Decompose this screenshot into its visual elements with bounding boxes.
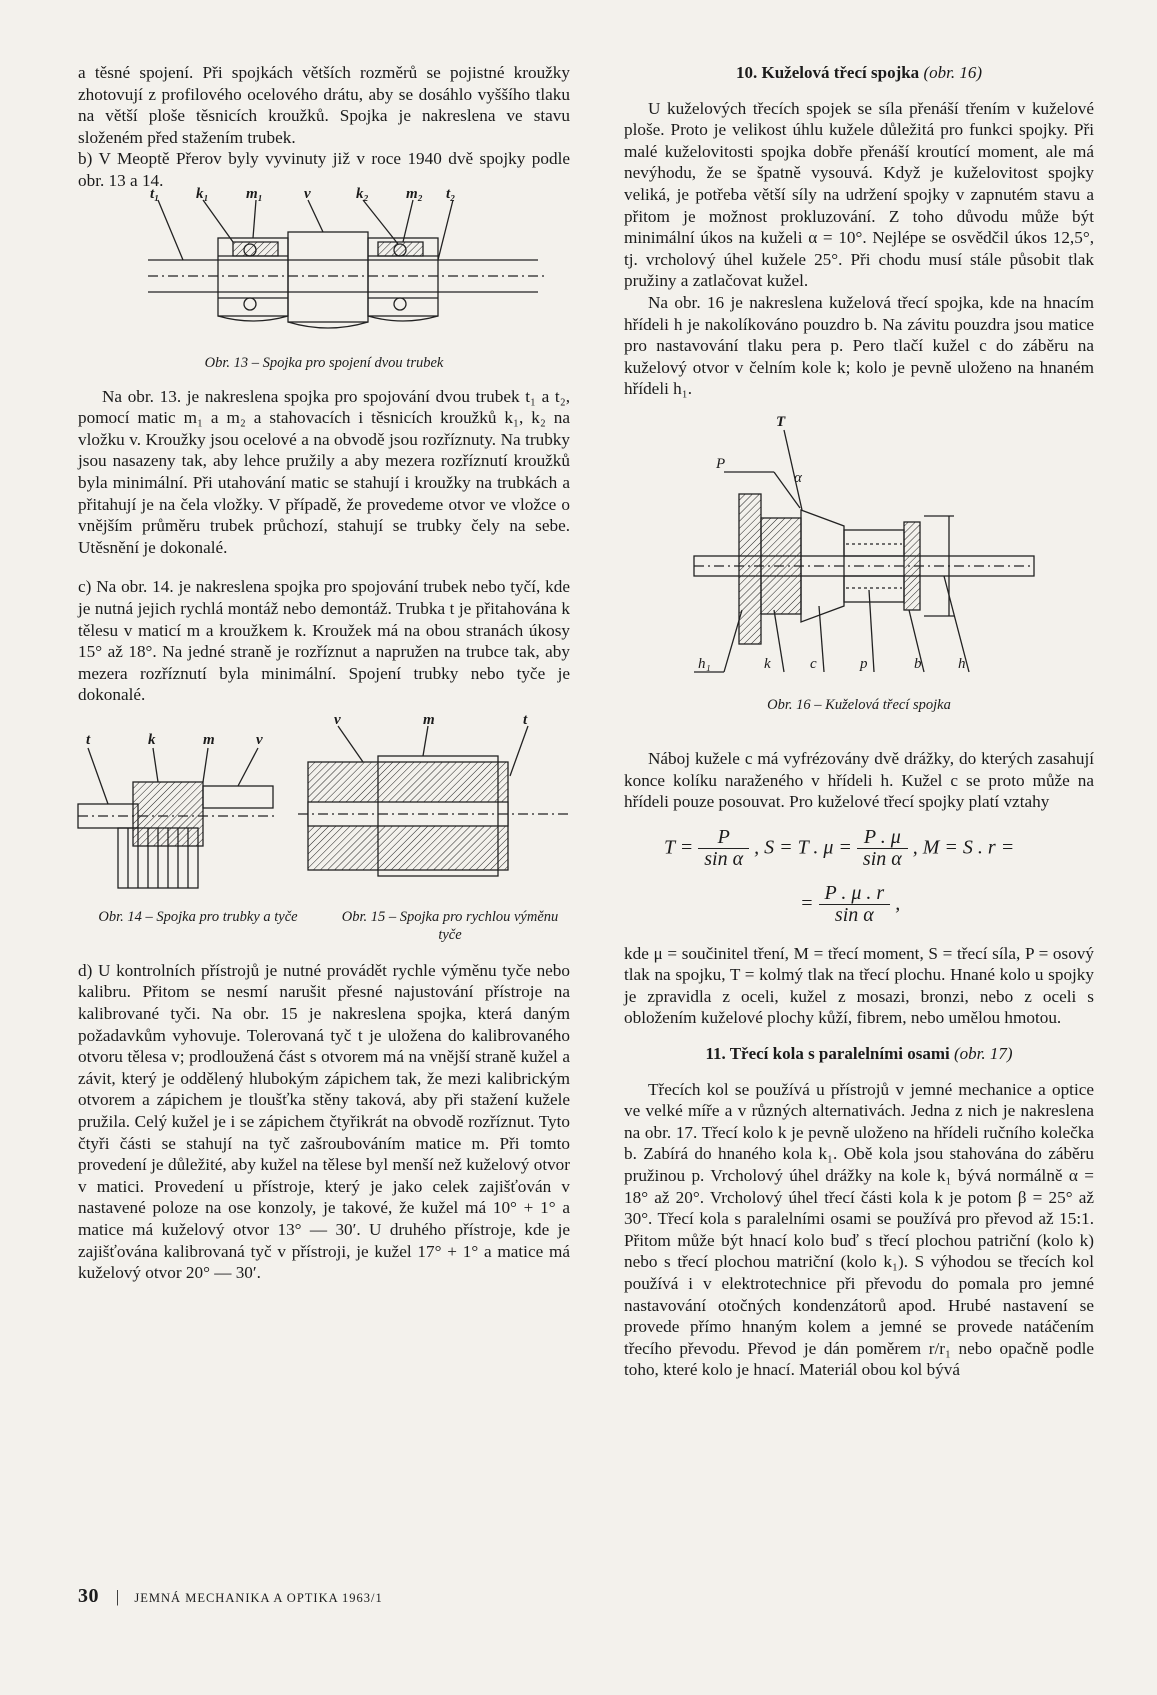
formula-equals: = [800, 892, 814, 915]
paragraph: U kuželových třecích spojek se síla přenáší třením v kuželové ploše. Proto je velikost úhlu kužele důležitá pro funkci spojky. Při malé kuželovitosti spojka dobře přenáší kroutící moment, ale má nevýhodu, že se špatně vysouvá. Když je kuželovitost spojky veliká, je potřeba větší síly na udržení spojky v zapnutém stavu a přitom je možnost prokluzování. Z toho důvodu může být minimální úkos na kuželi α = 10°. Nejlépe se osvědčil úkos 12,5°, tj. vrcholový úhel kužele 25°. Při chodu musí stále působit tlak pružiny a zatlačovat kužel. [624, 98, 1094, 291]
fig16-label-k: k [764, 655, 771, 672]
fraction [819, 883, 891, 927]
footer-separator: | [115, 1587, 120, 1606]
fig16-label-P: P [716, 455, 726, 472]
paragraph: d) U kontrolních přístrojů je nutné provádět rychle výměnu tyče nebo kalibru. Přitom se nesmí narušit přesné najustování přístroje na kalibrované tyči. Na obr. 15 je nakreslena spojka, která daným požadavkům vyhovuje. Tolerovaná tyč t je uložena do kalibrovaného otvoru tělesa v; prodloužená část s otvorem má na vnější straně kužel a závit, který je oddělený hlubokým zápichem tak, že mezi kalibrickým otvorem a zápichem je tloušťka stěny taková, aby při stažení kužele pružila. Celý kužel je i se zápichem čtyřikrát na obvodě rozříznut. Tyto čtyři části se stahují na tyč zašroubováním matice m. Při tomto provedení je důležité, aby kužel na tělese byl menší než kuželový otvor v matici. Provedení u přístroje, který je jako celek zajišťován v nastavené poloze na ose konzoly, je takové, že kužel má 10° + 1° a matice má kuželový otvor 13° — 30′. U druhého přístroje, kde je zajišťována kalibrovaná tyč v přístroji, je kužel 17° + 1° a matice má kuželový otvor 20° — 30′. [78, 960, 570, 1283]
fig14-label-m: m [203, 731, 215, 748]
paragraph: Náboj kužele c má vyfrézovány dvě drážky, do kterých zasahují konce kolíku naraženého v hřídeli h. Kužel c se proto může na hřídeli pouze posouvat. Pro kuželové třecí spojky platí vztahy [624, 748, 1094, 812]
figures-14-15 [78, 711, 570, 906]
fig15-label-v: v [334, 711, 341, 728]
fig16-label-T: T [776, 413, 786, 430]
formula [624, 813, 1094, 943]
heading-text: 11. Třecí kola s paralelními osami [705, 1044, 950, 1064]
figure-16-drawing [624, 410, 1094, 696]
formula-M: , M = S . r = [912, 836, 1015, 859]
left-column [78, 62, 570, 1284]
fig16-label-c: c [810, 655, 817, 672]
fig16-label-h1: h₁ [698, 655, 711, 672]
right-column [624, 62, 1094, 1381]
section-heading-10 [624, 62, 1094, 84]
fig16-label-b: b [914, 655, 922, 672]
fig13-label-k2: k₂ [356, 185, 369, 202]
fig15-label-m: m [423, 711, 435, 728]
formula-end: , [895, 892, 901, 915]
paragraph: a těsné spojení. Při spojkách větších rozměrů se pojistné kroužky zhotovují z profilového ocelového drátu, aby se dosáhlo vyššího tlaku na větší ploše těsnicích kroužků. Spojka je nakreslena ve stavu složeném před stažením trubek. [78, 63, 570, 147]
fraction [857, 827, 908, 871]
fig16-label-h: h [958, 655, 966, 672]
fraction [698, 827, 749, 871]
figure-14-15-drawing [78, 711, 570, 906]
formula-S: , S = T . μ = [754, 836, 852, 859]
paragraph: Na obr. 16 je nakreslena kuželová třecí spojka, kde na hnacím hřídeli h je nakolíkováno pouzdro b. Na závitu pouzdra jsou matice pro nastavování tlaku pera p. Pero tlačí kužel c do záběru na kuželový otvor v čelním kole k; kolo je pevně uloženo na hnaném hřídeli h₁. [624, 292, 1094, 399]
fig13-label-m2: m₂ [406, 185, 423, 202]
denominator: sin α [704, 848, 744, 871]
numerator: P . μ . r [819, 883, 891, 906]
fig14-label-t: t [86, 731, 91, 748]
figure-16 [624, 410, 1094, 696]
figure-14-caption: Obr. 14 – Spojka pro trubky a tyče [98, 908, 298, 925]
heading-ref: (obr. 17) [954, 1044, 1013, 1064]
heading-ref: (obr. 16) [923, 63, 982, 82]
fig14-label-v: v [256, 731, 263, 748]
figure-14-15-captions [78, 908, 570, 944]
paragraph: kde μ = součinitel tření, M = třecí moment, S = třecí síla, P = osový tlak na spojku, T = kolmý tlak na třecí plochu. Hnané kolo u spojky je zpravidla z oceli, kužel z mosazi, bronzi, nebo z oceli s obložením kuželové plochy kůží, fibrem, nebo umělou hmotou. [624, 943, 1094, 1028]
figure-13-caption: Obr. 13 – Spojka pro spojení dvou trubek [204, 354, 444, 371]
fig16-label-alpha: α [794, 469, 802, 486]
numerator: P . μ [857, 827, 908, 850]
fig13-label-v: v [304, 185, 311, 202]
formula-T: T = [664, 836, 694, 859]
fig16-label-p: p [860, 655, 868, 672]
figure-13-drawing [138, 185, 558, 366]
numerator: P [698, 827, 749, 850]
page-number: 30 [78, 1585, 99, 1607]
fig14-label-k: k [148, 731, 156, 748]
journal-title: JEMNÁ MECHANIKA A OPTIKA 1963/1 [134, 1591, 383, 1605]
figure-16-caption: Obr. 16 – Kuželová třecí spojka [767, 696, 951, 713]
fig13-label-k1: k₁ [196, 185, 209, 202]
figure-15-caption: Obr. 15 – Spojka pro rychlou výměnu tyče [341, 908, 559, 943]
paragraph: Třecích kol se používá u přístrojů v jemné mechanice a optice ve velké míře a v různých alternativách. Jedna z nich je nakreslena na obr. 17. Třecí kolo k je pevně uloženo na hřídeli ručního kolečka b. Zabírá do hnaného kola k₁. Obě kola jsou stahována do záběru pružinou p. Vrcholový úhel drážky na kole k₁ bývá normálně α = 18° až 20°. Vrcholový úhel třecí části kola k je potom β = 25° až 30°. Třecí kola s paralelními osami se používá pro převod až 15:1. Přitom může být hnací kolo buď s třecí plochou patriční (kolo k) nebo s třecí plochou matriční (kolo k₁). S výhodou se třecích kol používá i v elektrotechnice při převodu do pomala pro jemné nastavování otočných kondenzátorů apod. Hrubé nastavení se provede přímo hnaným kolem a jemné se provede natáčením třecího převodu. Převod je dán poměrem r/r₁ nebo opačně podle toho, které kolo je hnací. Materiál obou kol bývá [624, 1079, 1094, 1380]
paragraph: c) Na obr. 14. je nakreslena spojka pro spojování trubek nebo tyčí, kde je nutná jejich rychlá montáž nebo demontáž. Trubka t je přitahována k tělesu v maticí m a kroužkem k. Kroužek má na obou stranách úkosy 15° až 18°. Na jedné straně je rozříznut a napružen na trubce tak, aby mezera rozříznutí byla minimální. Spojení trubky nebo tyče je dokonalé. [78, 577, 570, 705]
heading-text: 10. Kuželová třecí spojka [735, 63, 920, 82]
denominator: sin α [834, 904, 874, 927]
denominator: sin α [862, 848, 902, 871]
page-footer [78, 1585, 383, 1608]
paragraph: b) V Meoptě Přerov byly vyvinuty již v roce 1940 dvě spojky podle obr. 13 a 14. [78, 149, 570, 190]
figure-13 [78, 185, 570, 366]
section-heading-11 [624, 1043, 1094, 1065]
fig13-label-m1: m₁ [246, 185, 263, 202]
fig13-label-t1: t₁ [150, 185, 160, 202]
paragraph: Na obr. 13. je nakreslena spojka pro spojování dvou trubek t₁ a t₂, pomocí matic m₁ a m₂ a stahovacích i těsnicích kroužků k₁, k₂ na vložku v. Kroužky jsou ocelové a na obvodě jsou rozříznuty. Na trubky jsou nasazeny tak, aby lehce pružily a aby mezera rozříznutí kroužků byla minimální. Při utahování matic se stahují i kroužky na trubkách a přitahují je na čela vložky. V případě, že provedeme otvor ve vložce o vnějším průměru trubek průchozí, stahují se trubky čely na sebe. Utěsnění je dokonalé. [78, 386, 570, 557]
fig15-label-t: t [523, 711, 528, 728]
fig13-label-t2: t₂ [446, 185, 456, 202]
